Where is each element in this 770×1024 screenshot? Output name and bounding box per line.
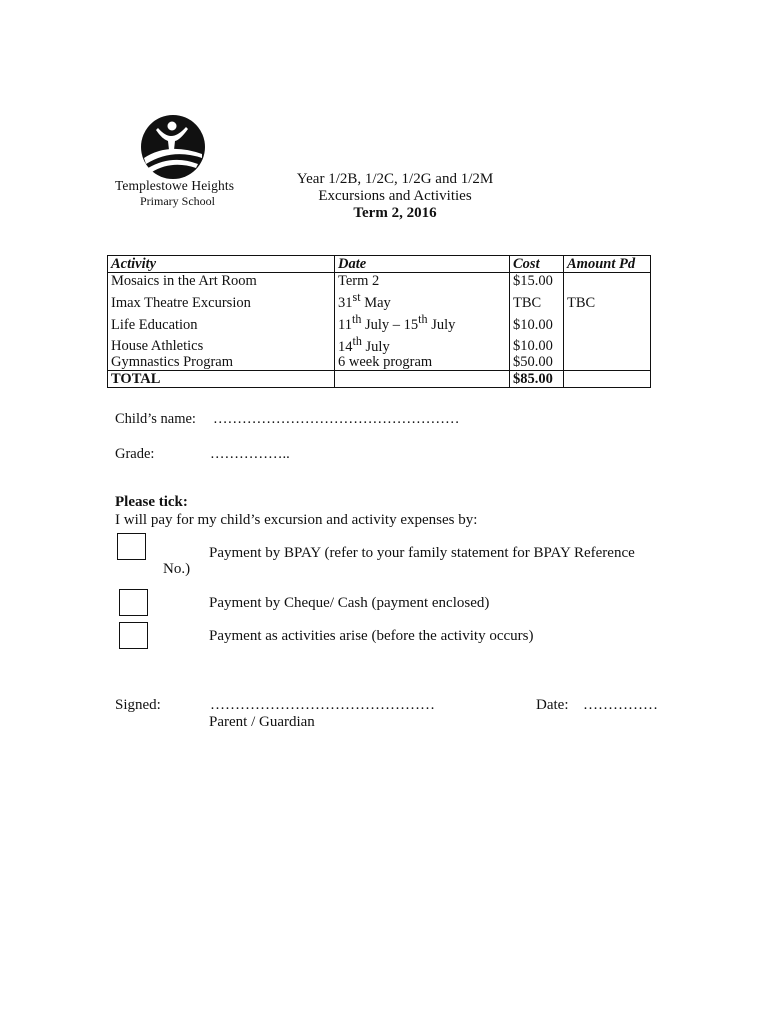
header-activity: Activity: [108, 256, 335, 273]
cell-date: 14th July: [335, 333, 510, 355]
cell-amount-paid: [564, 333, 651, 355]
signed-label: Signed:: [115, 697, 161, 713]
header-amount-paid: Amount Pd: [564, 256, 651, 273]
child-name-label: Child’s name:: [115, 411, 196, 427]
table-header-row: [108, 256, 651, 273]
grade-label: Grade:: [115, 446, 155, 462]
table-row: [108, 289, 651, 311]
cell-activity: Imax Theatre Excursion: [108, 289, 335, 311]
table-total-row: [108, 371, 651, 388]
header-date: Date: [335, 256, 510, 273]
cell-cost: $50.00: [510, 354, 564, 371]
cell-cost: TBC: [510, 289, 564, 311]
cell-activity: House Athletics: [108, 333, 335, 355]
cell-cost: $15.00: [510, 273, 564, 290]
cell-amount-paid: [564, 311, 651, 333]
table-row: [108, 273, 651, 290]
header-cost: Cost: [510, 256, 564, 273]
bpay-option-label-cont: No.): [163, 561, 191, 577]
cell-cost: $10.00: [510, 333, 564, 355]
cell-activity: Mosaics in the Art Room: [108, 273, 335, 290]
total-label: TOTAL: [108, 371, 335, 388]
cell-activity: Gymnastics Program: [108, 354, 335, 371]
parent-guardian-label: Parent / Guardian: [209, 714, 315, 730]
school-logo-icon: [138, 114, 208, 180]
cell-amount-paid: [564, 354, 651, 371]
date-field[interactable]: ……………: [583, 697, 658, 713]
cell-cost: $10.00: [510, 311, 564, 333]
cell-amount-paid: [564, 273, 651, 290]
signature-field[interactable]: ………………………………………: [210, 697, 435, 713]
pay-as-arise-option-label: Payment as activities arise (before the activity occurs): [209, 628, 534, 644]
document-title-line2: Excursions and Activities: [318, 188, 472, 204]
grade-field[interactable]: ……………..: [210, 446, 290, 462]
document-title-line1: Year 1/2B, 1/2C, 1/2G and 1/2M: [296, 171, 494, 187]
tick-instructions: I will pay for my child’s excursion and activity expenses by:: [115, 512, 478, 528]
total-cost: $85.00: [510, 371, 564, 388]
cheque-cash-checkbox[interactable]: [119, 589, 148, 616]
table-row: [108, 311, 651, 333]
activities-table: [107, 255, 651, 388]
pay-as-arise-checkbox[interactable]: [119, 622, 148, 649]
bpay-option-label: Payment by BPAY (refer to your family statement for BPAY Reference: [209, 545, 635, 561]
cheque-cash-option-label: Payment by Cheque/ Cash (payment enclosed): [209, 595, 490, 611]
table-row: [108, 333, 651, 355]
cell-activity: Life Education: [108, 311, 335, 333]
cell-date: 6 week program: [335, 354, 510, 371]
child-name-field[interactable]: ……………………………………………: [213, 411, 460, 427]
document-title-term: Term 2, 2016: [353, 205, 437, 221]
school-name: Templestowe Heights: [115, 178, 235, 193]
table-row: [108, 354, 651, 371]
cell-date: Term 2: [335, 273, 510, 290]
tick-heading: Please tick:: [115, 494, 188, 510]
cell-date: 31st May: [335, 289, 510, 311]
cell-date: 11th July – 15th July: [335, 311, 510, 333]
total-amount-paid: [564, 371, 651, 388]
date-label: Date:: [536, 697, 569, 713]
total-date: [335, 371, 510, 388]
school-subtitle: Primary School: [140, 194, 215, 208]
bpay-checkbox[interactable]: [117, 533, 146, 560]
cell-amount-paid: TBC: [564, 289, 651, 311]
